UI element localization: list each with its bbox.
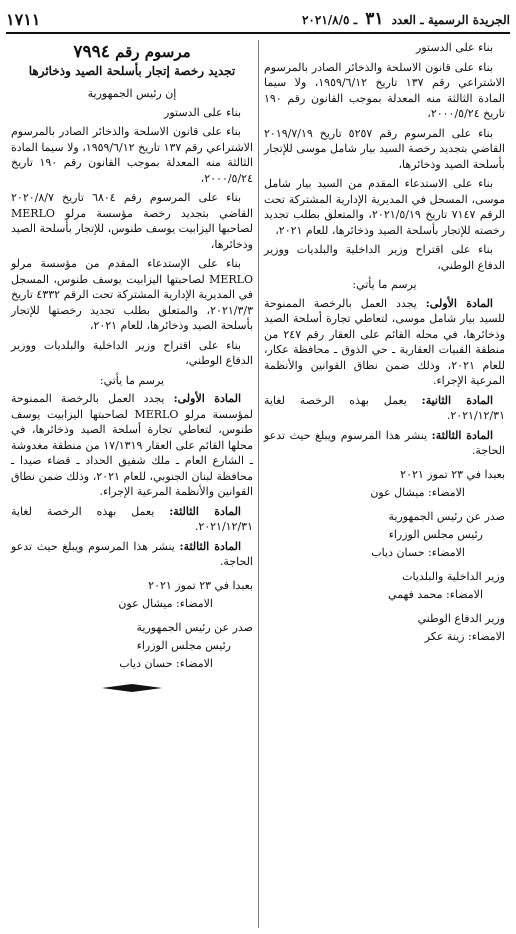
article-text: يعمل بهذه الرخصة لغاية ٢٠٢١/١٢/٣١.: [11, 504, 253, 533]
preamble-request: بناء على الإستدعاء المقدم من مؤسسة مرلو MERLO لصاحبتها اليزابيت يوسف طنوس، المسجل في المديرية الإدارية المشتركة تحت الرقم ٤٣٣٢ تاريخ ٢٠٢١/٣/٣، والمتعلق بطلب تجديد رخصتها للإتجار بأسلحة الصيد وذخائرها، للعام ٢٠٢١،: [11, 257, 253, 332]
defense-minister-signature: الامضاء: زينة عكر: [424, 629, 505, 643]
decree-number: ٧٩٩٤: [73, 42, 110, 62]
signature-block: [11, 578, 253, 672]
president-signature: الامضاء: ميشال عون: [118, 596, 213, 610]
article-label: المادة الثالثة:: [169, 504, 241, 518]
article-label: المادة الثالثة:: [431, 428, 493, 442]
page-header: [6, 6, 510, 34]
pm-title: رئيس مجلس الوزراء: [136, 638, 231, 652]
decree-label: مرسوم رقم: [115, 43, 191, 61]
diamond-rule-icon: [102, 684, 162, 692]
preamble-arms-law: بناء على قانون الاسلحة والذخائر الصادر بالمرسوم الاشتراعي رقم ١٣٧ تاريخ ١٩٥٩/٦/١٢، ولا سيما المادة الثالثة منه المعدلة بموجب القانون رقم ١٩٠ تاريخ ٢٠٠٠/٥/٢٤،: [264, 60, 505, 120]
publication-name: الجريدة الرسمية ـ العدد: [391, 13, 510, 27]
president-line: إن رئيس الجمهورية: [87, 87, 177, 100]
preamble-constitution: بناء على الدستور: [416, 41, 493, 54]
preamble-proposal: بناء على اقتراح وزير الداخلية والبلديات ووزير الدفاع الوطني،: [264, 243, 505, 272]
interior-minister-signature: الامضاء: محمد فهمي: [388, 587, 483, 601]
article-text: يجدد العمل بالرخصة الممنوحة لمؤسسة مرلو MERLO لصاحبتها اليزابيت يوسف طنوس، لتعاطي تجارة أسلحة الصيد وذخائرها، في محلها القائم على العقار ١٧/١٣١٩ من منطقة مغدوشة ـ الشارع العام ـ ملك شفيق الحداد ـ قضاء صيدا ـ محافظة لبنان الجنوبي، للعام ٢٠٢١، وذلك ضمن نطاق القوانين والأنظمة المرعية الإجراء.: [11, 392, 254, 498]
article-text: ينشر هذا المرسوم ويبلغ حيث تدعو الحاجة.: [11, 539, 253, 568]
decrees-line: يرسم ما يأتي:: [99, 373, 165, 387]
signature-block: [264, 467, 505, 645]
place-date: بعبدا في ٢٣ تموز ٢٠٢١: [400, 467, 505, 481]
header-publication: [302, 9, 510, 29]
left-column: [6, 40, 258, 928]
president-signature: الامضاء: ميشال عون: [370, 485, 465, 499]
pm-signature: الامضاء: حسان دياب: [119, 656, 213, 670]
end-of-section-ornament: [102, 684, 162, 692]
preamble-prior-decree: بناء على المرسوم رقم ٦٨٠٤ تاريخ ٢٠٢٠/٨/٧ القاضي بتجديد رخصة مؤسسة مرلو MERLO لصاحبها اليزابيت يوسف طنوس، للإتجار بأسلحة الصيد وذخائرها،: [11, 191, 253, 251]
issue-date: ـ ٢٠٢١/٨/٥: [301, 13, 358, 27]
preamble-prior-decree: بناء على المرسوم رقم ٥٢٥٧ تاريخ ٢٠١٩/٧/١٩ القاضي بتجديد رخصة السيد بيار شامل موسى للإتجار بأسلحة الصيد وذخائرها،: [264, 126, 505, 171]
issued-by: صدر عن رئيس الجمهورية: [136, 620, 253, 634]
article-2: [11, 504, 253, 535]
preamble-proposal: بناء على اقتراح وزير الداخلية والبلديات ووزير الدفاع الوطني،: [11, 338, 253, 367]
article-label: المادة الثالثة:: [179, 539, 241, 553]
article-text: يجدد العمل بالرخصة الممنوحة للسيد بيار شامل موسى، لتعاطي تجارة أسلحة الصيد وذخائرها، في محله القائم على العقار رقم ٢٤٧ من منطقة القبيات العقارية ـ حي الذوق ـ محافظة عكار، للعام ٢٠٢١، وذلك ضمن نطاق القوانين والأنظمة المرعية الإجراء.: [264, 296, 506, 387]
pm-title: رئيس مجلس الوزراء: [388, 527, 483, 541]
preamble-request: بناء على الاستدعاء المقدم من السيد بيار شامل موسى، المسجل في المديرية الإدارية المشتركة تحت الرقم ٧١٤٧ تاريخ ٢٠٢١/٥/١٩، والمتعلق بطلب تجديد رخصته للإتجار بأسلحة الصيد وذخائرها، للعام ٢٠٢١،: [264, 177, 505, 237]
article-text: ينشر هذا المرسوم ويبلغ حيث تدعو الحاجة.: [264, 428, 505, 457]
issue-number: ٣١: [365, 9, 384, 29]
page-number: ١٧١١: [6, 9, 41, 29]
article-label: المادة الأولى:: [173, 392, 242, 405]
article-1: [11, 391, 253, 500]
decree-title: تجديد رخصة إتجار بأسلحة الصيد وذخائرها: [28, 64, 236, 78]
right-column: [258, 40, 510, 928]
article-2: [264, 393, 505, 424]
article-3: [11, 539, 253, 570]
decrees-line: يرسم ما يأتي:: [352, 278, 417, 291]
preamble-constitution: بناء على الدستور: [164, 105, 241, 119]
defense-minister-title: وزير الدفاع الوطني: [417, 611, 505, 625]
article-text: يعمل بهذه الرخصة لغاية ٢٠٢١/١٢/٣١.: [264, 393, 505, 422]
article-label: المادة الثانية:: [421, 393, 493, 407]
article-3: [264, 428, 505, 459]
place-date: بعبدا في ٢٣ تموز ٢٠٢١: [148, 578, 253, 592]
issued-by: صدر عن رئيس الجمهورية: [388, 509, 505, 523]
pm-signature: الامضاء: حسان دياب: [371, 545, 465, 559]
decree-heading: [11, 42, 253, 62]
page-columns: [6, 40, 510, 928]
preamble-arms-law: بناء على قانون الاسلحة والذخائر الصادر بالمرسوم الاشتراعي رقم ١٣٧ تاريخ ١٩٥٩/٦/١٢، ولا سيما المادة الثالثة منه المعدلة بموجب القانون رقم ١٩٠ تاريخ ٢٠٠٠/٥/٢٤،: [11, 125, 254, 185]
interior-minister-title: وزير الداخلية والبلديات: [402, 569, 505, 583]
article-1: [264, 296, 505, 389]
article-label: المادة الأولى:: [425, 296, 493, 310]
